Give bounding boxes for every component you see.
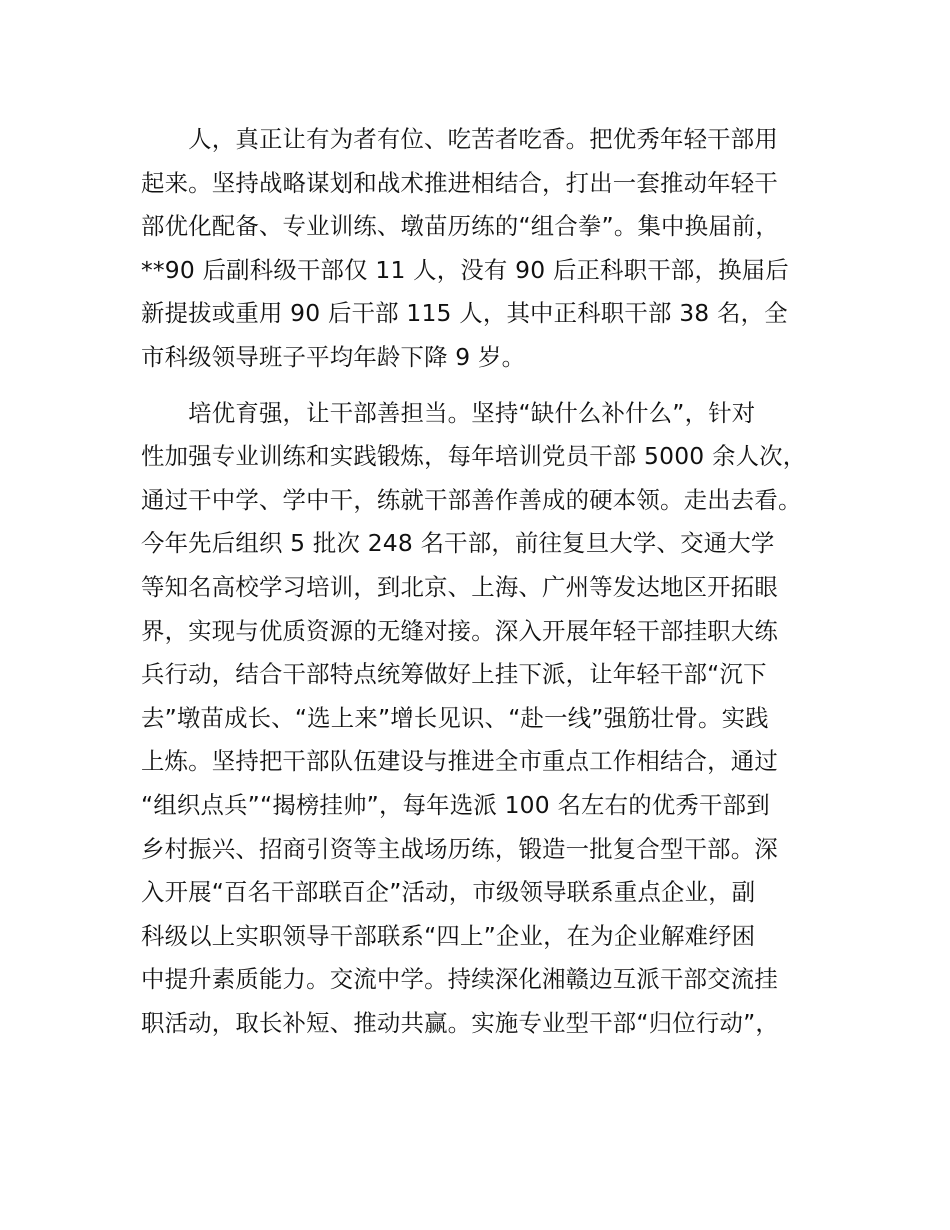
paragraph-line: 去”墩苗成长、“选上来”增长见识、“赴一线”强筋壮骨。实践: [141, 703, 769, 732]
paragraph-gap: [141, 380, 831, 392]
paragraph-line: 起来。坚持战略谋划和战术推进相结合，打出一套推动年轻干: [141, 168, 778, 197]
paragraph-line: 新提拔或重用 90 后干部 115 人，其中正科职干部 38 名，全: [141, 299, 788, 328]
paragraph-line: 通过干中学、学中干，练就干部善作善成的硬本领。走出去看。: [141, 485, 802, 514]
paragraph-line: 市科级领导班子平均年龄下降 9 岁。: [141, 342, 526, 371]
paragraph-line: 乡村振兴、招商引资等主战场历练，锻造一批复合型干部。深: [141, 834, 778, 863]
paragraph-line: 培优育强，让干部善担当。坚持“缺什么补什么”，针对: [141, 398, 756, 427]
body-text: [141, 118, 831, 1045]
paragraph-2: [141, 392, 831, 1046]
paragraph-line: **90 后副科级干部仅 11 人，没有 90 后正科职干部，换届后: [141, 255, 789, 284]
paragraph-line: 今年先后组织 5 批次 248 名干部，前往复旦大学、交通大学: [141, 529, 775, 558]
paragraph-line: 入开展“百名干部联百企”活动，市级领导联系重点企业，副: [141, 878, 756, 907]
paragraph-line: 人，真正让有为者有位、吃苦者吃香。把优秀年轻干部用: [141, 125, 778, 153]
paragraph-line: 科级以上实职领导干部联系“四上”企业，在为企业解难纾困: [141, 921, 756, 950]
paragraph-line: 职活动，取长补短、推动共赢。实施专业型干部“归位行动”，: [141, 1008, 779, 1037]
paragraph-1: [141, 118, 831, 380]
paragraph-line: 部优化配备、专业训练、墩苗历练的“组合拳”。集中换届前，: [141, 212, 779, 241]
paragraph-line: 兵行动，结合干部特点统筹做好上挂下派，让年轻干部“沉下: [141, 660, 767, 689]
paragraph-line: 上炼。坚持把干部队伍建设与推进全市重点工作相结合，通过: [141, 747, 778, 776]
paragraph-line: 中提升素质能力。交流中学。持续深化湘赣边互派干部交流挂: [141, 965, 778, 994]
paragraph-line: 界，实现与优质资源的无缝对接。深入开展年轻干部挂职大练: [141, 616, 778, 645]
paragraph-line: 性加强专业训练和实践锻炼，每年培训党员干部 5000 余人次，: [141, 442, 807, 471]
paragraph-line: 等知名高校学习培训，到北京、上海、广州等发达地区开拓眼: [141, 572, 778, 601]
paragraph-line: “组织点兵”“揭榜挂帅”，每年选派 100 名左右的优秀干部到: [141, 790, 770, 819]
